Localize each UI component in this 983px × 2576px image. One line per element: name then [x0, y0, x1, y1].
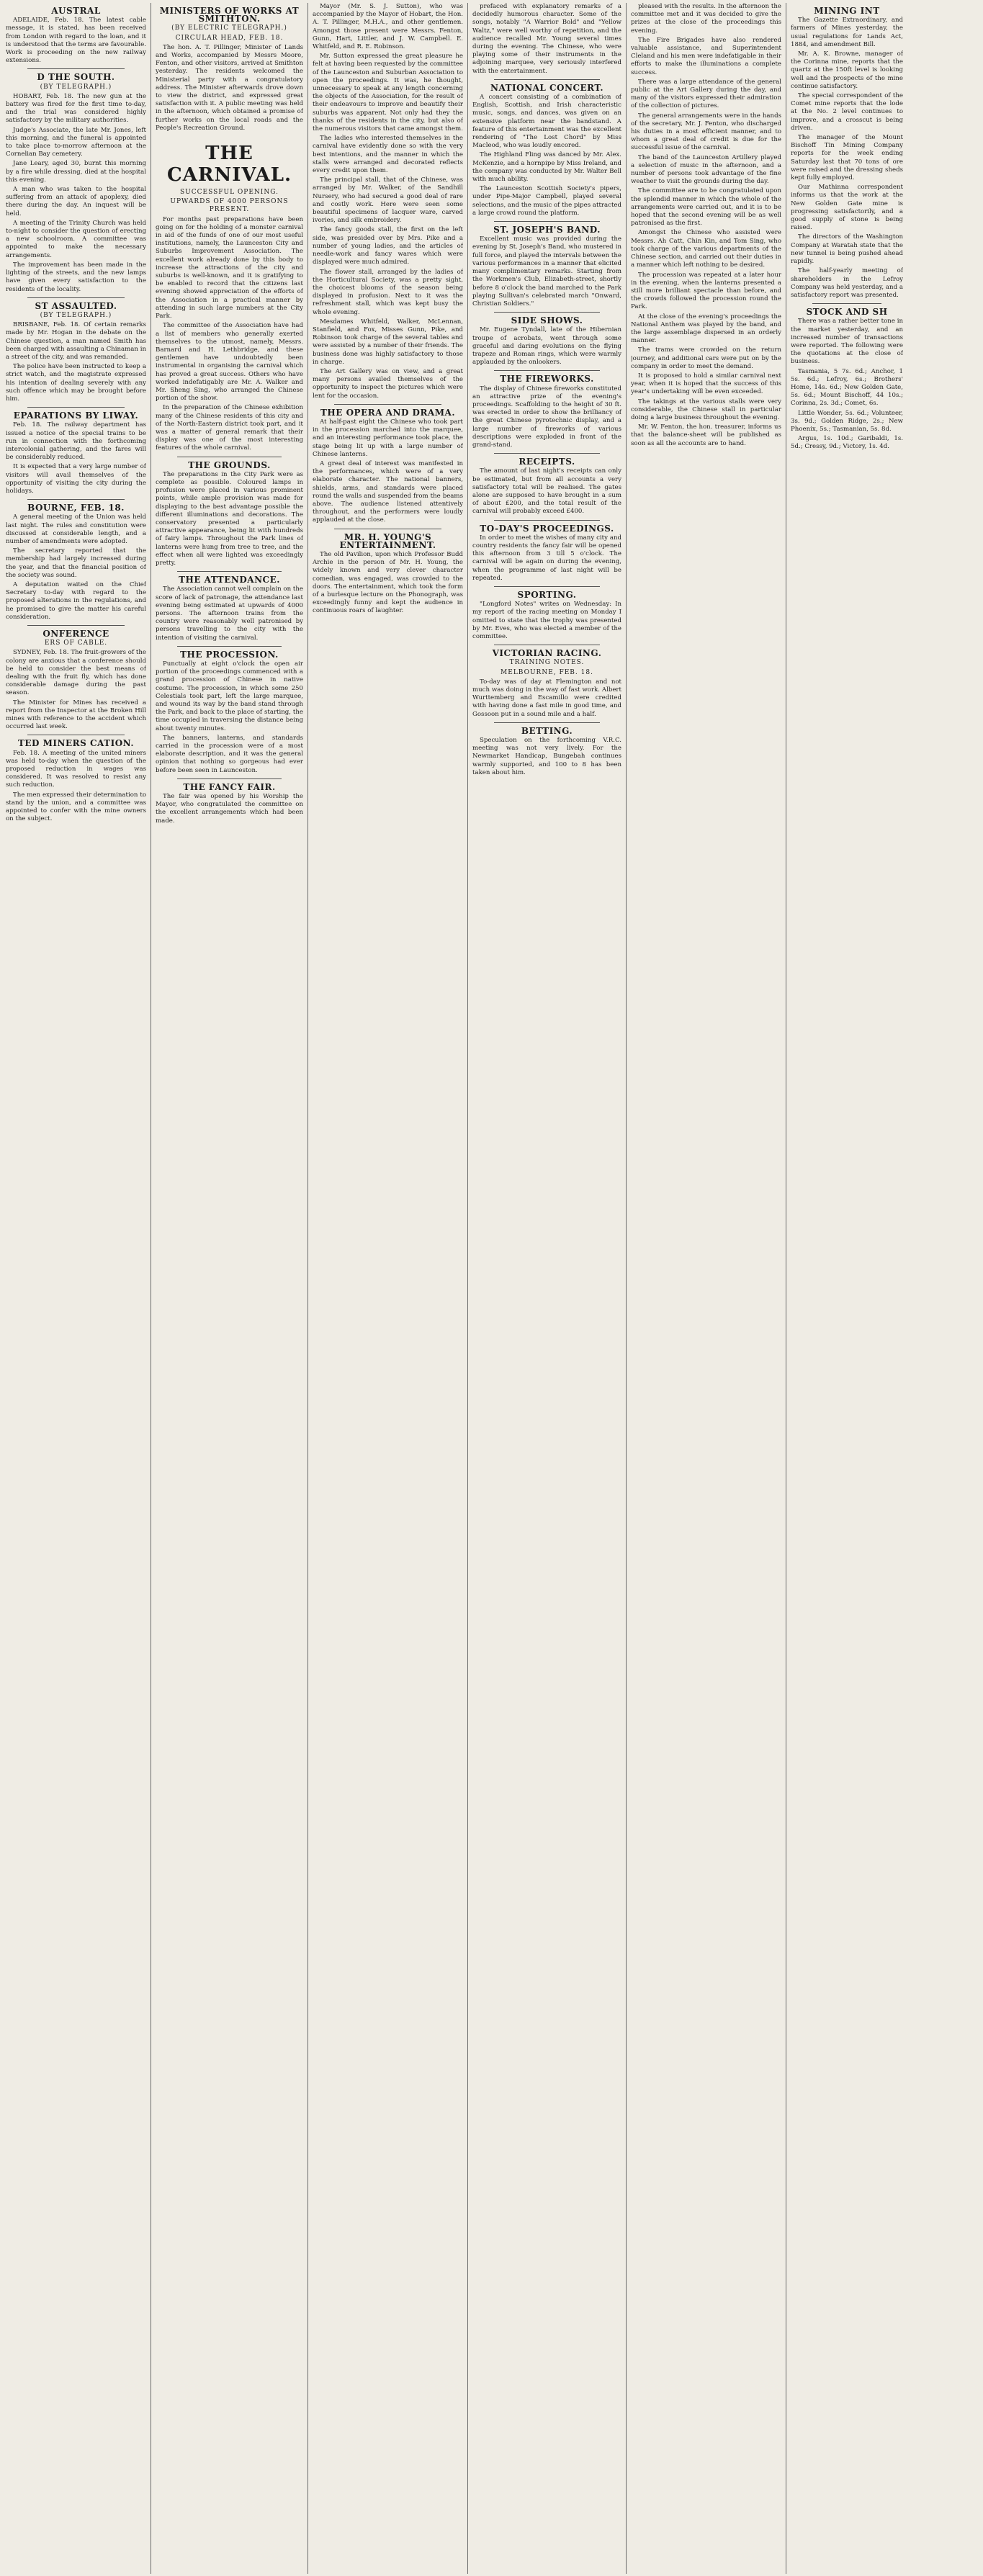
column-4-content [472, 3, 621, 2574]
article-paragraph: Jane Leary, aged 30, burnt this morning by a fire while dressing, died at the hospital this evening. [6, 160, 146, 184]
section-heading: STOCK AND SH [806, 307, 888, 318]
section-heading: THE FANCY FAIR. [183, 781, 276, 792]
article-title: THE CARNIVAL. [166, 143, 292, 187]
article-paragraph: Mr. Sutton expressed the great pleasure he felt at having been requested by the committee of the Launceston and Suburban Association to open the proceedings. It was, he thought, unnecessary to speak at any length concerning the objects of the Association, for the result of their endeavours to improve and beautify their suburbs was apparent. Not only had they the thanks of the residents in the city, but also of the numerous visitors that came amongst them. [313, 53, 463, 133]
column-1-content [6, 3, 146, 2574]
article-paragraph: The Minister for Mines has received a report from the Inspector at the Broken Hill mines with reference to the accident which occurred last week. [6, 699, 146, 731]
column-3-content [313, 3, 463, 2574]
article-paragraph: Amongst the Chinese who assisted were Messrs. Ah Catt, Chin Kin, and Tom Sing, who took charge of the various departments of the Chinese section, and carried out their duties in a manner which left nothing to be desired. [631, 229, 781, 269]
article-paragraph: The Fire Brigades have also rendered valuable assistance, and Superintendent Cleland and his men were indefatigable in their efforts to make the illuminations a complete success. [631, 36, 781, 76]
section-heading: TED MINERS CATION. [17, 738, 135, 749]
article-paragraph: Judge's Associate, the late Mr. Jones, left this morning, and the funeral is appointed to take place to-morrow afternoon at the Cornelian Bay cemetery. [6, 126, 146, 158]
section-divider [494, 370, 600, 371]
article-paragraph: The hon. A. T. Pillinger, Minister of Lands and Works, accompanied by Messrs Moore, Fenton, and other visitors, arrived at Smithton yesterday. The residents welcomed the Ministerial party with a congratulatory address. The Minister afterwards drove down to view the district, and expressed great satisfaction with it. A public meeting was held in the afternoon, which obtained a promise of further works on the local roads and the People's Recreation Ground. [156, 43, 303, 132]
section-heading: SIDE SHOWS. [511, 315, 583, 326]
article-paragraph: The directors of the Washington Company at Waratah state that the new tunnel is being pushed ahead rapidly. [791, 233, 903, 266]
section-subheading: CIRCULAR HEAD, FEB. 18. [175, 34, 284, 42]
article-paragraph: The fair was opened by his Worship the Mayor, who congratulated the committee on the excellent arrangements which had been made. [156, 793, 303, 825]
section-heading: RECEIPTS. [519, 457, 575, 467]
article-paragraph: Argus, 1s. 10d.; Garibaldi, 1s. 5d.; Cressy, 9d.; Victory, 1s. 4d. [791, 435, 903, 451]
column-6-content [791, 3, 903, 2574]
article-paragraph: The principal stall, that of the Chinese, was arranged by Mr. Walker, of the Sandhill Nursery, who had secured a good deal of rare and costly work. Here were seen some beautiful specimens of lacquer ware, carved ivories, and silk embroidery. [313, 176, 463, 225]
section-heading: THE PROCESSION. [180, 649, 279, 660]
section-heading: MINING INT [814, 6, 880, 16]
article-paragraph: A concert consisting of a combination of English, Scottish, and Irish characteristic music, songs, and dances, was given on an extensive platform near the bandstand. A feature of this entertainment was the excellent rendering of "The Lost Chord" by Miss Macleod, who was loudly encored. [472, 94, 621, 150]
article-paragraph: prefaced with explanatory remarks of a decidedly humorous character. Some of the songs, notably "A Warrior Bold" and "Yellow Waltz," were well worthy of repetition, and the audience recalled Mr. Young several times during the evening. The Chinese, who were playing some of their instruments in the adjoining marquee, very seriously interfered with the entertainment. [472, 3, 621, 75]
section-heading: AUSTRAL [51, 6, 101, 16]
article-paragraph: The Art Gallery was on view, and a great many persons availed themselves of the opportunity to inspect the pictures which were lent for the occasion. [313, 367, 463, 400]
column-3 [308, 3, 468, 2574]
section-subheading: UPWARDS OF 4000 PERSONS PRESENT. [170, 198, 289, 214]
article-paragraph: At half-past eight the Chinese who took part in the procession marched into the marquee, and an interesting performance took place, the stage being lit up with a large number of Chinese lanterns. [313, 418, 463, 458]
column-2 [151, 3, 308, 2574]
section-subheading: ERS OF CABLE. [44, 639, 108, 647]
section-divider [177, 646, 282, 647]
section-heading: BOURNE, FEB. 18. [27, 503, 125, 513]
article-paragraph: A man who was taken to the hospital suffering from an attack of apoplexy, died there during the day. An inquest will be held. [6, 186, 146, 217]
article-paragraph: Mayor (Mr. S. J. Sutton), who was accompanied by the Mayor of Hobart, the Hon. A. T. Pillinger, M.H.A., and other gentlemen. Amongst those present were Messrs. Fenton, Gunn, Hart, Littler, and J. W. Campbell. E. Whitfeld, and R. E. Robinson. [313, 3, 463, 51]
article-paragraph: Our Mathinna correspondent informs us that the work at the New Golden Gate mine is progressing satisfactorily, and a good supply of stone is being raised. [791, 184, 903, 232]
column-5-content [631, 3, 781, 2574]
section-subheading: SUCCESSFUL OPENING. [180, 189, 279, 197]
section-divider [494, 722, 600, 723]
article-paragraph: The display of Chinese fireworks constituted an attractive prize of the evening's proceedings. Scaffolding to the height of 30 ft. was erected in order to show the brilliancy of the great Chinese pyrotechnic display, and a large number of fireworks of various descriptions were exploded in front of the grand-stand. [472, 385, 621, 449]
article-paragraph: A great deal of interest was manifested in the performances, which were of a very elaborate character. The national banners, shields, arms, and standards were placed round the walls and suspended from the beams above. The audience listened attentively throughout, and the performers were loudly applauded at the close. [313, 459, 463, 524]
article-paragraph: The procession was repeated at a later hour in the evening, when the lanterns presented a still more brilliant spectacle than before, and the crowds followed the procession round the Park. [631, 271, 781, 311]
section-heading: ST. JOSEPH'S BAND. [493, 225, 601, 235]
article-paragraph: The preparations in the City Park were as complete as possible. Coloured lamps in profusion were placed in various prominent points, while ample provision was made for displaying to the best advantage possible the different illuminations and decorations. The conservatory presented a particularly attractive appearance, being lit with hundreds of fairy lamps. Throughout the Park lines of lanterns were hung from tree to tree, and the effect when all were lighted was exceedingly pretty. [156, 470, 303, 567]
article-paragraph: The amount of last night's receipts can only be estimated, but from all accounts a very satisfactory total will be realised. The gates alone are supposed to have brought in a sum of about £200, and the total result of the carnival will probably exceed £400. [472, 467, 621, 516]
article-paragraph: pleased with the results. In the afternoon the committee met and it was decided to give the prizes at the close of the proceedings this evening. [631, 3, 781, 35]
article-paragraph: Little Wonder, 5s. 6d.; Volunteer, 3s. 9d.; Golden Ridge, 2s.; New Phoenix, 5s.; Tasmanian, 5s. 8d. [791, 409, 903, 433]
article-paragraph: The old Pavilion, upon which Professor Budd Archie in the person of Mr. H. Young, the widely known and very clever character comedian, was engaged, was crowded to the doors. The entertainment, which took the form of a burlesque lecture on the Phonograph, was exceedingly funny and kept the audience in continuous roars of laughter. [313, 551, 463, 615]
section-heading: THE ATTENDANCE. [179, 575, 280, 585]
article-paragraph: A general meeting of the Union was held last night. The rules and constitution were discussed at considerable length, and a number of amendments were adopted. [6, 513, 146, 545]
article-paragraph: It is proposed to hold a similar carnival next year, when it is hoped that the success of this year's undertaking will be even exceeded. [631, 372, 781, 396]
section-subheading: TRAINING NOTES. [509, 659, 585, 667]
article-paragraph: "Longford Notes" writes on Wednesday: In my report of the racing meeting on Monday I omitted to state that the trophy was presented by Mr. Eves, who was elected a member of the committee. [472, 601, 621, 641]
article-paragraph: The special correspondent of the Comet mine reports that the lode at the No. 2 level continues to improve, and a crosscut is being driven. [791, 92, 903, 132]
section-divider [494, 586, 600, 587]
article-paragraph: The manager of the Mount Bischoff Tin Mining Company reports for the week ending Saturday last that 70 tons of ore were raised and the dressing sheds kept fully employed. [791, 134, 903, 182]
article-paragraph: The Launceston Scottish Society's pipers, under Pipe-Major Campbell, played several selections, and the music of the pipes attracted a large crowd round the platform. [472, 185, 621, 217]
section-heading: MINISTERS OF WORKS AT SMITHTON. [159, 6, 300, 24]
article-paragraph: At the close of the evening's proceedings the National Anthem was played by the band, and the large assemblage dispersed in an orderly manner. [631, 313, 781, 345]
article-paragraph: Mr. Eugene Tyndall, late of the Hibernian troupe of acrobats, went through some graceful and daring evolutions on the flying trapeze and Roman rings, which were warmly applauded by the onlookers. [472, 326, 621, 367]
article-paragraph: SYDNEY, Feb. 18. The fruit-growers of the colony are anxious that a conference should be held to consider the best means of dealing with the fruit fly, which has done considerable damage during the past season. [6, 649, 146, 697]
article-paragraph: The secretary reported that the membership had largely increased during the year, and that the financial position of the society was sound. [6, 547, 146, 579]
article-paragraph: A deputation waited on the Chief Secretary to-day with regard to the proposed alterations in the regulations, and he promised to give the matter his careful consideration. [6, 581, 146, 621]
article-paragraph: Feb. 18. The railway department has issued a notice of the special trains to be run in connection with the forthcoming intercolonial gathering, and the fares will be considerably reduced. [6, 421, 146, 462]
article-paragraph: Feb. 18. A meeting of the united miners was held to-day when the question of the proposed reduction in wages was considered. It was resolved to resist any such reduction. [6, 749, 146, 789]
article-paragraph: The police have been instructed to keep a strict watch, and the magistrate expressed his intention of dealing severely with any such offence which may be brought before him. [6, 363, 146, 403]
section-subheading: MELBOURNE, FEB. 18. [501, 668, 593, 676]
section-heading: MR. H. YOUNG'S ENTERTAINMENT. [339, 531, 436, 550]
article-paragraph: The committee are to be congratulated upon the splendid manner in which the whole of the arrangements were carried out, and it is to be hoped that the second evening will be as well patronised as the first. [631, 187, 781, 228]
section-subheading: (BY ELECTRIC TELEGRAPH.) [171, 24, 287, 32]
article-paragraph: To-day was of day at Flemington and not much was doing in the way of fast work. Albert Wurttemberg and Escamillo were credited with having done a fast mile in good time, and Gossoon put in a sound mile and a half. [472, 678, 621, 718]
section-divider [812, 303, 881, 304]
column-4 [468, 3, 627, 2574]
article-paragraph: The general arrangements were in the hands of the secretary, Mr. J. Fenton, who discharged his duties in a most efficient manner, and to whom a great deal of credit is due for the successful issue of the carnival. [631, 112, 781, 152]
article-paragraph: Tasmania, 5 7s. 6d.; Anchor, 1 5s. 6d.; Lefroy, 6s.; Brothers' Home, 14s. 6d.; New Golden Gate, 5s. 6d.; Mount Bischoff, 44 10s.; Corinna, 2s. 3d.; Comet, 6s. [791, 367, 903, 408]
article-paragraph: The banners, lanterns, and standards carried in the procession were of a most elaborate description, and it was the general opinion that nothing so gorgeous had ever before been seen in Launceston. [156, 734, 303, 774]
column-5 [627, 3, 786, 2574]
section-divider [494, 221, 600, 222]
article-paragraph: The committee of the Association have had a list of members who generally exerted themselves to the utmost, namely, Messrs. Barnard and H. Lethbridge, and these gentlemen have undoubtedly been instrumental in organising the carnival which has proved a great success. Others who have worked indefatigably are Mr. A. Walker and Mr. Sheng Sing, who arranged the Chinese portion of the show. [156, 322, 303, 403]
section-heading: ST ASSAULTED. [35, 300, 117, 311]
article-paragraph: Mr. W. Fenton, the hon. treasurer, informs us that the balance-sheet will be published as soon as all the accounts are to hand. [631, 423, 781, 447]
section-divider [27, 625, 125, 626]
section-divider [494, 79, 600, 80]
article-paragraph: The fancy goods stall, the first on the left side, was presided over by Mrs. Pike and a number of young ladies, and the articles of needle-work and fancy wares which were displayed were much admired. [313, 226, 463, 266]
section-heading: VICTORIAN RACING. [492, 648, 602, 659]
column-6 [786, 3, 907, 2574]
article-paragraph: The ladies who interested themselves in the carnival have evidently done so with the very best intentions, and the manner in which the stalls were arranged and decorated reflects every credit upon them. [313, 135, 463, 175]
article-paragraph: A meeting of the Trinity Church was held to-night to consider the question of erecting a new schoolroom. A committee was appointed to make the necessary arrangements. [6, 219, 146, 259]
section-heading: D THE SOUTH. [37, 72, 115, 83]
article-paragraph: For months past preparations have been going on for the holding of a monster carnival in aid of the funds of one of our most useful institutions, namely, the Launceston City and Suburbs Improvement Association. The excellent work already done by this body to increase the attractions of the city and suburbs is well-known, and it is gratifying to be enabled to record that the citizens last evening showed appreciation of the efforts of the Association in a practical manner by attending in such large numbers at the City Park. [156, 215, 303, 320]
article-paragraph: Excellent music was provided during the evening by St. Joseph's Band, who mustered in full force, and played the intervals between the various performances in a manner that elicited many complimentary remarks. Starting from the Workmen's Club, Elizabeth-street, shortly before 8 o'clock the band marched to the Park playing Sullivan's celebrated march "Onward, Christian Soldiers." [472, 235, 621, 308]
article-paragraph: The trams were crowded on the return journey, and additional cars were put on by the company in order to meet the demand. [631, 346, 781, 370]
section-heading: EPARATIONS BY LIWAY. [13, 410, 139, 421]
section-divider [494, 312, 600, 313]
article-paragraph: ADELAIDE, Feb. 18. The latest cable message, it is stated, has been received from London with regard to the loan, and it is understood that the terms are favourable. Work is proceeding on the new railway extensions. [6, 17, 146, 65]
section-heading: THE OPERA AND DRAMA. [320, 407, 455, 418]
section-divider [27, 499, 125, 500]
article-paragraph: The improvement has been made in the lighting of the streets, and the new lamps have given every satisfaction to the residents of the locality. [6, 261, 146, 293]
column-2-content [156, 3, 303, 2574]
article-paragraph: Speculation on the forthcoming V.R.C. meeting was not very lively. For the Newmarket Handicap, Bungebah continues warmly supported, and 100 to 8 has been taken about him. [472, 737, 621, 776]
article-paragraph: In order to meet the wishes of many city and country residents the fancy fair will be opened this afternoon from 3 till 5 o'clock. The carnival will be again on during the evening, when the programme of last night will be repeated. [472, 534, 621, 582]
article-paragraph: The takings at the various stalls were very considerable, the Chinese stall in particular doing a large business throughout the evening. [631, 398, 781, 421]
section-divider [27, 407, 125, 408]
section-divider [27, 68, 125, 69]
article-paragraph: There was a rather better tone in the market yesterday, and an increased number of transactions were reported. The following were the quotations at the close of business. [791, 318, 903, 366]
section-heading: ONFERENCE [42, 629, 109, 639]
article-paragraph: It is expected that a very large number of visitors will avail themselves of the opportunity of visiting the city during the holidays. [6, 463, 146, 495]
article-paragraph: The band of the Launceston Artillery played a selection of music in the afternoon, and a number of persons took advantage of the fine weather to visit the grounds during the day. [631, 153, 781, 186]
section-subheading: (BY TELEGRAPH.) [40, 83, 112, 91]
section-heading: TO-DAY'S PROCEEDINGS. [480, 523, 614, 534]
article-paragraph: Mesdames Whitfeld, Walker, McLennan, Stanfield, and Fox, Misses Gunn, Pike, and Robinson took charge of the several tables and were assisted by a number of their friends. The business done was highly satisfactory to those in charge. [313, 318, 463, 366]
section-divider [494, 453, 600, 454]
section-divider [177, 778, 282, 779]
article-paragraph: The Association cannot well complain on the score of lack of patronage, the attendance last evening being estimated at upwards of 4000 persons. The afternoon trains from the country were reasonably well patronised by persons travelling to the city with the intention of visiting the carnival. [156, 585, 303, 642]
section-heading: BETTING. [521, 725, 573, 736]
article-paragraph: There was a large attendance of the general public at the Art Gallery during the day, and many of the visitors expressed their admiration of the collection of pictures. [631, 78, 781, 110]
section-heading: SPORTING. [517, 590, 577, 600]
section-divider [27, 297, 125, 298]
article-paragraph: In the preparation of the Chinese exhibition many of the Chinese residents of this city and of the North-Eastern district took part, and it was a matter of general remark that their display was one of the most interesting features of the whole carnival. [156, 404, 303, 452]
section-heading: NATIONAL CONCERT. [490, 82, 603, 93]
article-paragraph: The half-yearly meeting of shareholders in the Lefroy Company was held yesterday, and a satisfactory report was presented. [791, 267, 903, 299]
article-paragraph: The Gazette Extraordinary, and farmers of Mines yesterday, the usual regulations for Lands Act, 1884, and amendment Bill. [791, 17, 903, 48]
article-paragraph: The men expressed their determination to stand by the union, and a committee was appointed to confer with the mine owners on the subject. [6, 791, 146, 823]
section-heading: THE FIREWORKS. [500, 374, 594, 385]
article-paragraph: HOBART, Feb. 18. The new gun at the battery was fired for the first time to-day, and the trial was considered highly satisfactory by the military authorities. [6, 92, 146, 125]
section-subheading: (BY TELEGRAPH.) [40, 311, 112, 319]
section-divider [177, 571, 282, 572]
article-paragraph: BRISBANE, Feb. 18. Of certain remarks made by Mr. Hogan in the debate on the Chinese question, a man named Smith has been charged with assaulting a Chinaman in a street of the city, and was remanded. [6, 321, 146, 361]
article-paragraph: The flower stall, arranged by the ladies of the Horticultural Society, was a pretty sight, the choicest blooms of the season being displayed in profusion. Next to it was the refreshment stall, which was kept busy the whole evening. [313, 268, 463, 316]
section-heading: THE GROUNDS. [188, 459, 271, 470]
article-paragraph: Punctually at eight o'clock the open air portion of the proceedings commenced with a grand procession of Chinese in native costume. The procession, in which some 250 Celestials took part, left the large marquee, and wound its way by the band stand through the Park, and back to the place of starting, the time occupied in traversing the distance being about twenty minutes. [156, 660, 303, 732]
column-1 [1, 3, 151, 2574]
article-paragraph: Mr. A. K. Browne, manager of the Corinna mine, reports that the quartz at the 150ft level is looking well and the prospects of the mine continue satisfactory. [791, 50, 903, 90]
article-paragraph: The Highland Fling was danced by Mr. Alex. McKenzie, and a hornpipe by Miss Ireland, and the company was conducted by Mr. Walter Bell with much ability. [472, 151, 621, 184]
section-divider [334, 404, 441, 405]
section-divider [494, 520, 600, 521]
